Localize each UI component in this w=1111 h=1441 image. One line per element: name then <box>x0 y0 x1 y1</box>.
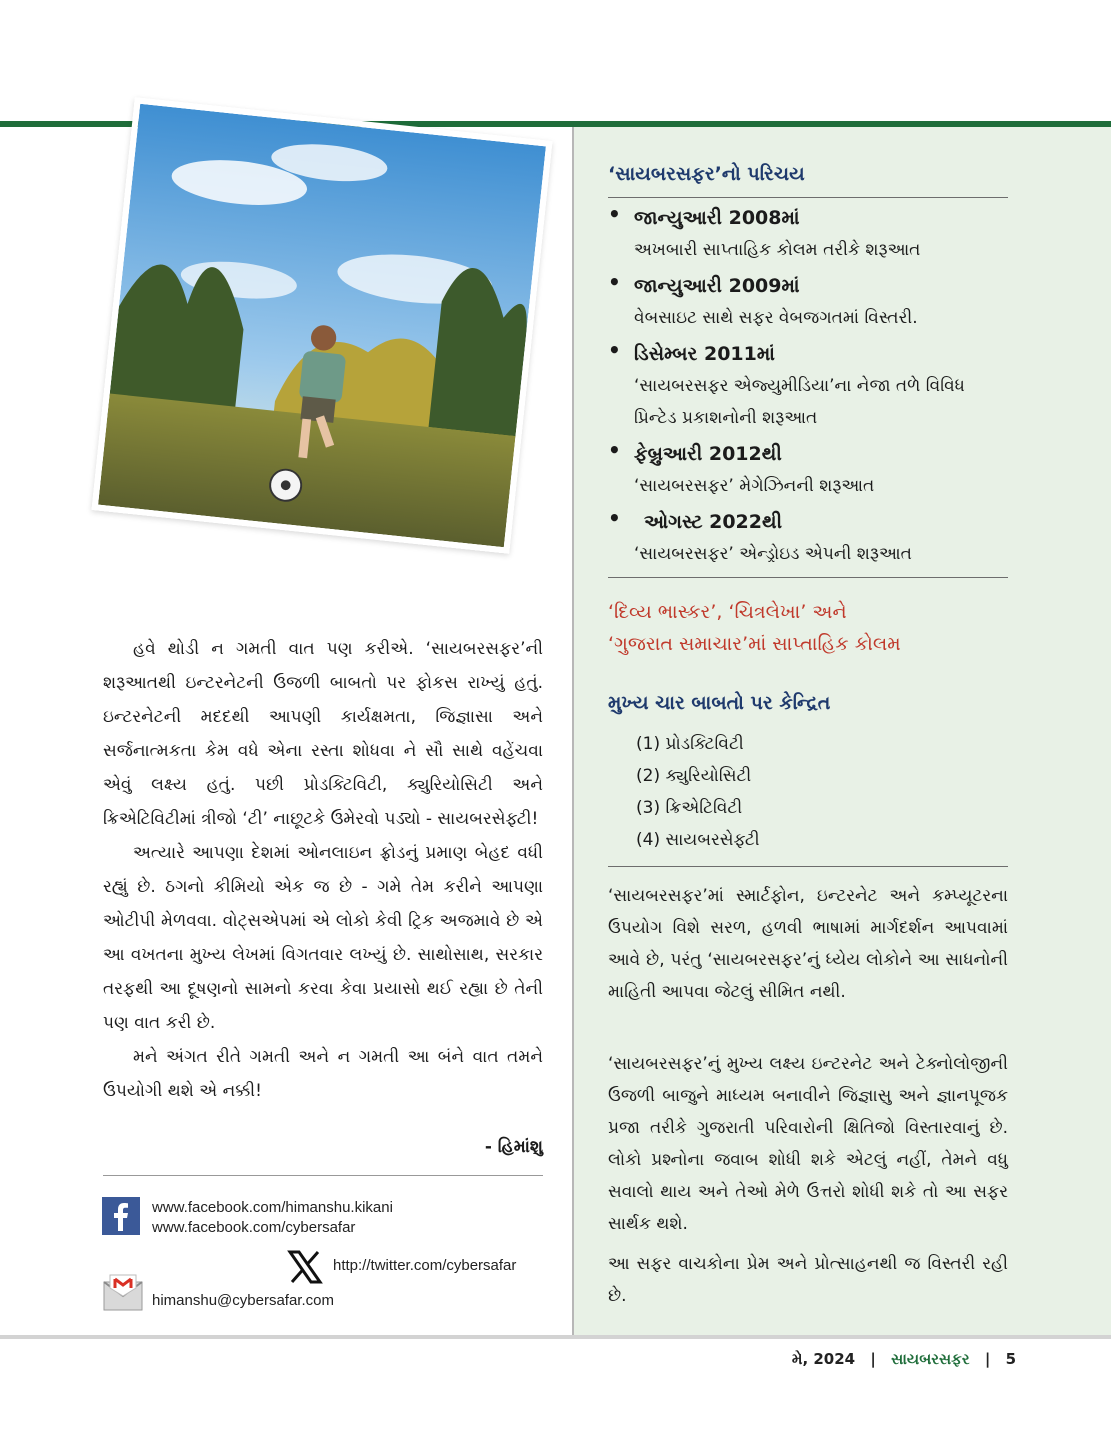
bullet-icon: • <box>608 270 621 294</box>
timeline-date: જાન્યુઆરી 2008માં <box>634 207 800 229</box>
focus-heading: મુખ્ય ચાર બાબતો પર કેન્દ્રિત <box>608 692 831 714</box>
timeline-desc: ‘સાયબરસફર’ મેગેઝિનની શરૂઆત <box>634 476 875 496</box>
author-signature: - હિમાંશુ <box>484 1137 543 1157</box>
panel-paragraph-3: આ સફર વાચકોના પ્રેમ અને પ્રોત્સાહનથી જ વિસ્તરી રહી છે. <box>608 1254 1008 1306</box>
bullet-icon: • <box>608 506 621 530</box>
timeline-desc: વેબસાઇટ સાથે સફર વેબજગતમાં વિસ્તરી. <box>634 308 918 328</box>
issue-date: મે, 2024 <box>791 1350 856 1368</box>
column-divider <box>572 127 574 1337</box>
timeline-date: ડિસેમ્બર 2011માં <box>634 343 775 365</box>
newspaper-columns-line-1: ‘દિવ્ય ભાસ્કર’, ‘ચિત્રલેખા’ અને <box>608 601 847 623</box>
panel-paragraph-1: ‘સાયબરસફર’માં સ્માર્ટફોન, ઇન્ટરનેટ અને કમ્પ્યૂટરના ઉપયોગ વિશે સરળ, હળવી ભાષામાં માર્ગદર્શન આપવામાં આવે છે, પરંતુ ‘સાયબરસફર’નું ધ્યેય લોકોને આ સાધનોની માહિતી આપવા જેટલું સીમિત નથી. <box>608 886 1008 1002</box>
email-address[interactable]: himanshu@cybersafar.com <box>152 1292 334 1309</box>
timeline-desc: ‘સાયબરસફર’ એન્ડ્રોઇડ એપની શરૂઆત <box>634 544 912 564</box>
facebook-icon[interactable] <box>102 1197 140 1235</box>
boy-playing-football-image <box>91 97 552 554</box>
article-photo <box>91 97 552 554</box>
photo-illustration <box>98 104 546 547</box>
facebook-link-page[interactable]: www.facebook.com/cybersafar <box>152 1219 356 1236</box>
timeline-item <box>608 202 1028 266</box>
page-footer <box>792 1350 1016 1368</box>
section-rule <box>608 577 1008 578</box>
timeline-date: ફેબ્રુઆરી 2012થી <box>634 443 782 465</box>
focus-item: (2) ક્યુરિયોસિટી <box>636 766 752 786</box>
timeline-desc: ‘સાયબરસફર એજ્યુમીડિયા’ના નેજા તળે વિવિધ <box>634 376 965 396</box>
timeline-item <box>608 506 1028 570</box>
x-twitter-icon[interactable] <box>286 1248 324 1286</box>
page-number: 5 <box>1005 1350 1016 1368</box>
focus-item: (1) પ્રોડક્ટિવિટી <box>636 734 744 754</box>
bottom-rule <box>0 1335 1111 1339</box>
intro-heading-rule <box>608 197 1008 198</box>
footer-separator: | <box>984 1350 991 1368</box>
article-paragraph-2: અત્યારે આપણા દેશમાં ઓનલાઇન ફ્રોડનું પ્રમાણ બેહદ વધી રહ્યું છે. ઠગનો કીમિયો એક જ છે - ગમે તેમ કરીને આપણા ઓટીપી મેળવવા. વોટ્સએપમાં એ લોકો કેવી ટ્રિક અજમાવે છે એ આ વખતના મુખ્ય લેખમાં વિગતવાર લખ્યું છે. સાથોસાથ, સરકાર તરફથી આ દૂષણનો સામનો કરવા કેવા પ્રયાસો થઈ રહ્યા છે તેની પણ વાત કરી છે. <box>103 843 543 1033</box>
twitter-link[interactable]: http://twitter.com/cybersafar <box>333 1257 517 1274</box>
timeline-desc-continued: પ્રિન્ટેડ પ્રકાશનોની શરૂઆત <box>634 408 818 428</box>
timeline-item <box>608 438 1028 502</box>
focus-list <box>636 728 760 856</box>
timeline-desc: અખબારી સાપ્તાહિક કોલમ તરીકે શરૂઆત <box>634 240 921 260</box>
magazine-name: સાયબરસફર <box>891 1350 970 1368</box>
editorial-article <box>103 632 543 1108</box>
focus-item: (4) સાયબરસેફ્ટી <box>636 830 760 850</box>
facebook-link-personal[interactable]: www.facebook.com/himanshu.kikani <box>152 1199 393 1216</box>
focus-item: (3) ક્રિએટિવિટી <box>636 798 743 818</box>
newspaper-columns-line-2: ‘ગુજરાત સમાચાર’માં સાપ્તાહિક કોલમ <box>608 633 901 655</box>
article-paragraph-3: મને અંગત રીતે ગમતી અને ન ગમતી આ બંને વાત તમને ઉપયોગી થશે એ નક્કી! <box>103 1047 543 1101</box>
article-paragraph-1: હવે થોડી ન ગમતી વાત પણ કરીએ. ‘સાયબરસફર’ની શરૂઆતથી ઇન્ટરનેટની ઉજળી બાબતો પર ફોકસ રાખ્યું હતું. ઇન્ટરનેટની મદદથી આપણી કાર્યક્ષમતા, જિજ્ઞાસા અને સર્જનાત્મકતા કેમ વધે એના રસ્તા શોધવા ને સૌ સાથે વહેંચવા એવું લક્ષ્ય હતું. પછી પ્રોડક્ટિવિટી, ક્યુરિયોસિટી અને ક્રિએટિવિટીમાં ત્રીજો ‘ટી’ નાછૂટકે ઉમેરવો પડ્યો - સાયબરસેફ્ટી! <box>103 639 543 829</box>
bullet-icon: • <box>608 338 621 362</box>
section-rule <box>608 866 1008 867</box>
social-divider <box>103 1175 543 1176</box>
timeline-item <box>608 270 1028 334</box>
footer-separator: | <box>870 1350 876 1368</box>
timeline-item <box>608 338 1028 434</box>
gmail-icon[interactable] <box>102 1272 144 1312</box>
history-timeline <box>608 202 1028 574</box>
bullet-icon: • <box>608 438 621 462</box>
intro-heading: ‘સાયબરસફર’નો પરિચય <box>608 163 805 185</box>
panel-paragraph-2: ‘સાયબરસફર’નું મુખ્ય લક્ષ્ય ઇન્ટરનેટ અને ટેક્નોલોજીની ઉજળી બાજુને માધ્યમ બનાવીને જિજ્ઞાસુ અને જ્ઞાનપૂજક પ્રજા તરીકે ગુજરાતી પરિવારોની ક્ષિતિજો વિસ્તારવાનું છે. લોકો પ્રશ્નોના જવાબ શોધી શકે એટલું નહીં, તેમને વધુ સવાલો થાય અને તેઓ મેળે ઉત્તરો શોધી શકે તો આ સફર સાર્થક થશે. <box>608 1054 1008 1234</box>
timeline-date: જાન્યુઆરી 2009માં <box>634 275 800 297</box>
timeline-date: ઓગસ્ટ 2022થી <box>644 511 783 533</box>
bullet-icon: • <box>608 202 621 226</box>
